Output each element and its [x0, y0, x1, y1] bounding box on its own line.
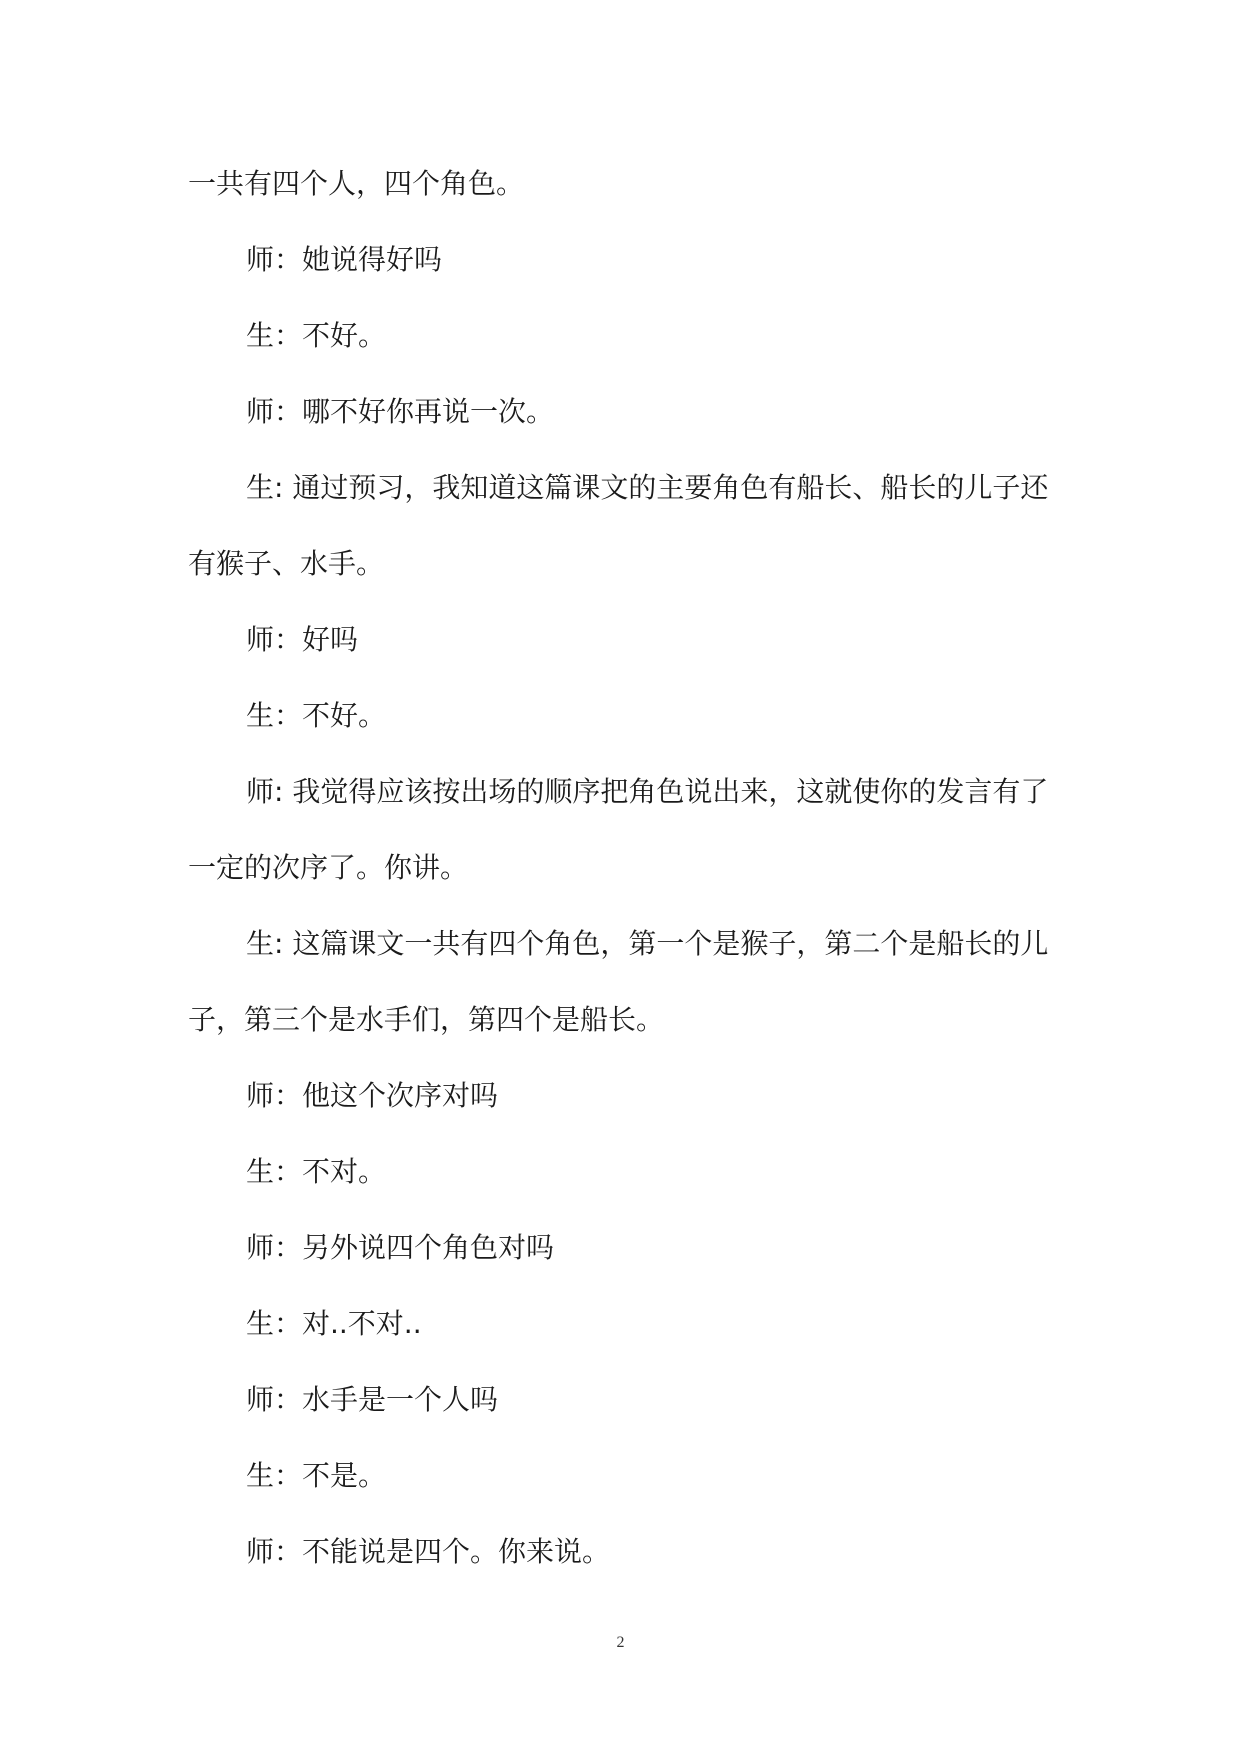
paragraph: 师：水手是一个人吗 — [246, 1383, 499, 1416]
paragraph: 师：他这个次序对吗 — [246, 1079, 499, 1112]
paragraph: 师: 我觉得应该按出场的顺序把角色说出来，这就使你的发言有了一定的次序了。你讲。 — [188, 775, 1049, 884]
paragraph: 师：另外说四个角色对吗 — [246, 1231, 555, 1264]
paragraph: 生：不是。 — [246, 1459, 387, 1492]
paragraph: 生：对..不对.. — [246, 1307, 422, 1340]
document-body — [188, 146, 1058, 1590]
paragraph: 师：不能说是四个。你来说。 — [246, 1535, 611, 1568]
paragraph: 生：不对。 — [246, 1155, 387, 1188]
paragraph: 一共有四个人，四个角色。 — [188, 167, 525, 200]
page-number: 2 — [616, 1634, 625, 1651]
paragraph: 生：不好。 — [246, 699, 387, 732]
paragraph: 师：好吗 — [246, 623, 359, 656]
paragraph: 生: 这篇课文一共有四个角色，第一个是猴子，第二个是船长的儿子，第三个是水手们，第四个是船长。 — [188, 927, 1049, 1036]
paragraph: 生：不好。 — [246, 319, 387, 352]
paragraph: 生: 通过预习，我知道这篇课文的主要角色有船长、船长的儿子还有猴子、水手。 — [188, 471, 1049, 580]
paragraph: 师：她说得好吗 — [246, 243, 443, 276]
paragraph: 师：哪不好你再说一次。 — [246, 395, 555, 428]
